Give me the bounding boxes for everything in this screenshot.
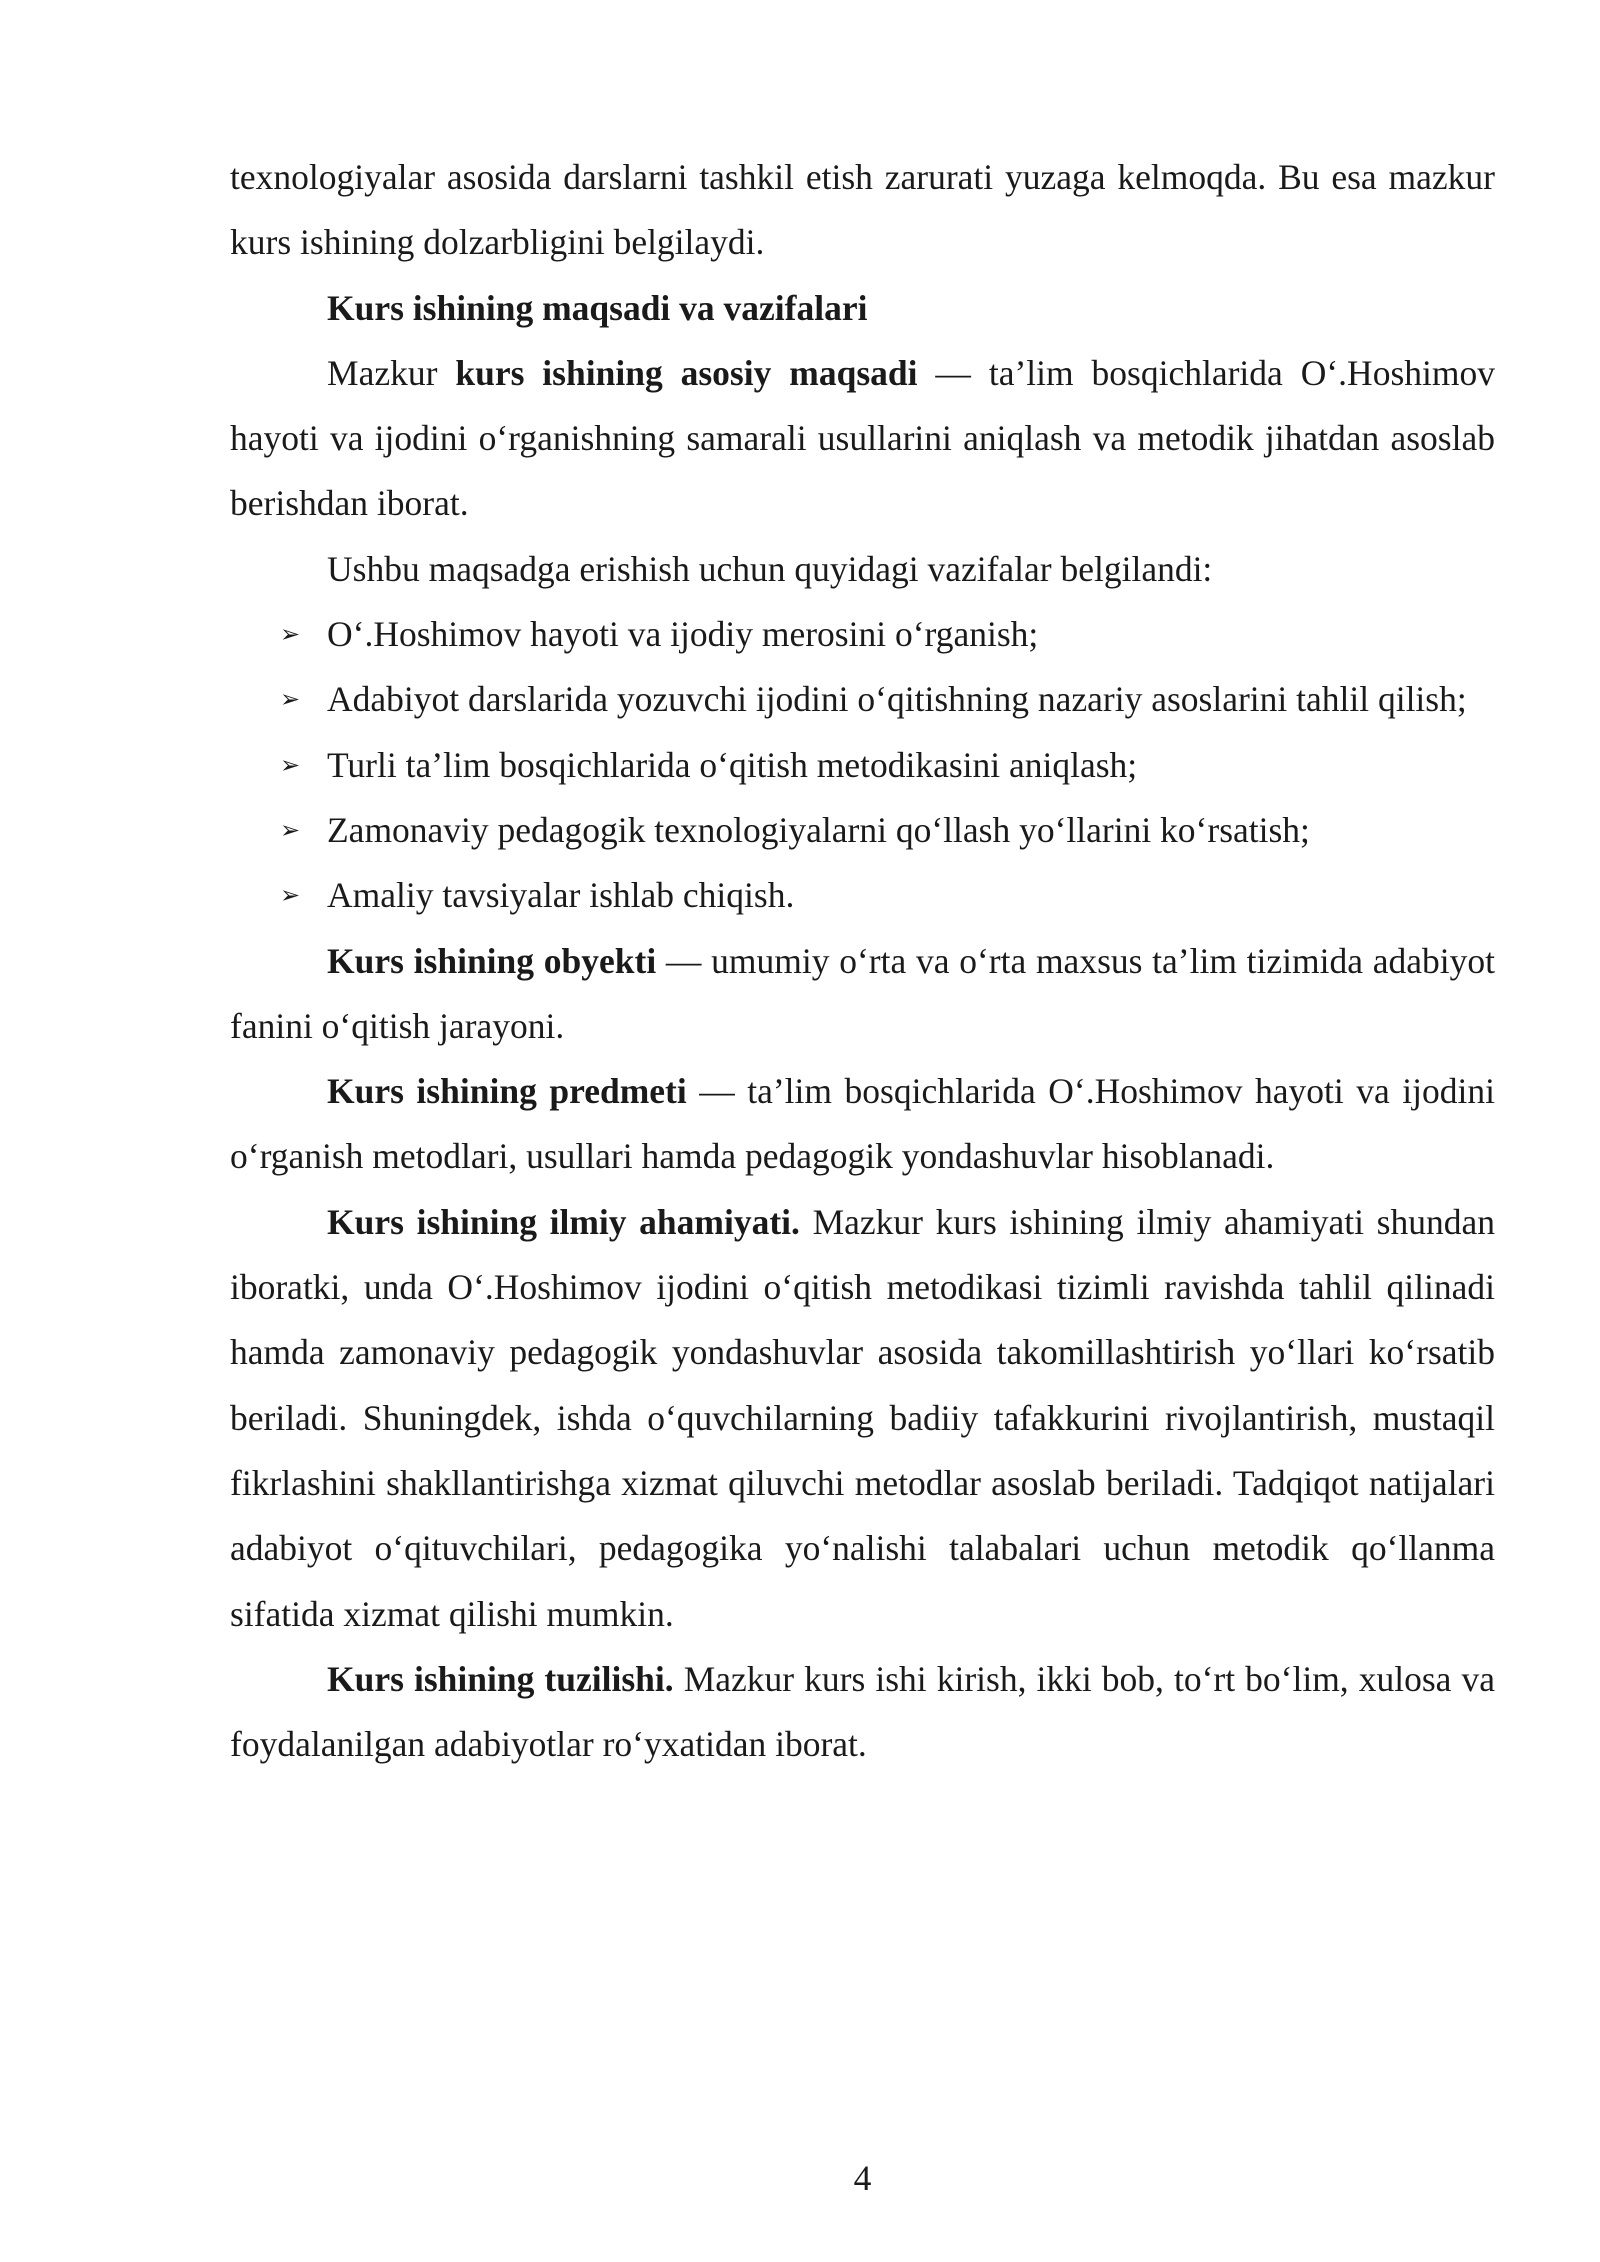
structure-text: Mazkur kurs ishi kirish, ikki bob, to‘rt bo‘lim, xulosa va foydalanilgan adabiyotlar ro‘yxatidan iborat. [230, 1658, 1495, 1765]
list-item [230, 798, 1495, 863]
page-number: 4 [853, 2158, 872, 2198]
task-text: Amaliy tavsiyalar ishlab chiqish. [327, 875, 795, 916]
arrowhead-bullet-icon: ➢ [280, 815, 301, 844]
list-item [230, 667, 1495, 732]
significance-text: Mazkur kurs ishining ilmiy ahamiyati shundan iboratki, unda O‘.Hoshimov ijodini o‘qitish metodikasi tizimli ravishda tahlil qilinadi hamda zamonaviy pedagogik yondashuvlar asosida takomillashtirish yo‘llari ko‘rsatib beriladi. Shuningdek, ishda o‘quvchilarning badiiy tafakkurini rivojlantirish, mustaqil fikrlashini shakllantirishga xizmat qiluvchi metodlar asoslab beriladi. Tadqiqot natijalari adabiyot o‘qituvchilari, pedagogika yo‘nalishi talabalari uchun metodik qo‘llanma sifatida xizmat qilishi mumkin. [230, 1201, 1496, 1634]
list-item [230, 602, 1495, 667]
subject-text: — ta’lim bosqichlarida O‘.Hoshimov hayoti va ijodini o‘rganish metodlari, usullari hamda pedagogik yondashuvlar hisoblanadi. [230, 1071, 1495, 1177]
object-paragraph [230, 929, 1495, 1060]
object-text: — umumiy o‘rta va o‘rta maxsus ta’lim tizimida adabiyot fanini o‘qitish jarayoni. [230, 940, 1495, 1046]
task-text: Turli ta’lim bosqichlarida o‘qitish metodikasini aniqlash; [327, 744, 1138, 785]
significance-bold-term: Kurs ishining ilmiy ahamiyati. [327, 1201, 800, 1242]
document-page [230, 145, 1495, 1777]
goal-bold-term: kurs ishining asosiy maqsadi [455, 352, 918, 393]
tasks-intro: Ushbu maqsadga erishish uchun quyidagi vazifalar belgilandi: [327, 548, 1213, 589]
goals-heading: Kurs ishining maqsadi va vazifalari [327, 287, 868, 328]
subject-paragraph [230, 1059, 1495, 1190]
goal-paragraph [230, 341, 1495, 537]
goal-text: — ta’lim bosqichlarida O‘.Hoshimov hayoti va ijodini o‘rganishning samarali usullarini aniqlash va metodik jihatdan asoslab berishdan iborat. [230, 352, 1495, 524]
intro-paragraph: texnologiyalar asosida darslarni tashkil etish zarurati yuzaga kelmoqda. Bu esa mazkur kurs ishining dolzarbligini belgilaydi. [230, 157, 1495, 263]
arrowhead-bullet-icon: ➢ [280, 620, 301, 649]
object-bold-term: Kurs ishining obyekti [327, 940, 657, 981]
structure-bold-term: Kurs ishining tuzilishi. [327, 1658, 674, 1699]
goal-lead: Mazkur [327, 352, 456, 393]
task-text: Zamonaviy pedagogik texnologiyalarni qo‘llash yo‘llarini ko‘rsatish; [327, 809, 1310, 850]
arrowhead-bullet-icon: ➢ [280, 881, 301, 910]
significance-paragraph [230, 1190, 1495, 1647]
arrowhead-bullet-icon: ➢ [280, 685, 301, 714]
subject-bold-term: Kurs ishining predmeti [327, 1071, 687, 1112]
arrowhead-bullet-icon: ➢ [280, 750, 301, 779]
task-text: Adabiyot darslarida yozuvchi ijodini o‘qitishning nazariy asoslarini tahlil qilish; [327, 679, 1467, 720]
list-item [230, 863, 1495, 928]
structure-paragraph [230, 1647, 1495, 1778]
task-text: O‘.Hoshimov hayoti va ijodiy merosini o‘rganish; [327, 614, 1039, 655]
tasks-list [230, 602, 1495, 928]
list-item [230, 733, 1495, 798]
